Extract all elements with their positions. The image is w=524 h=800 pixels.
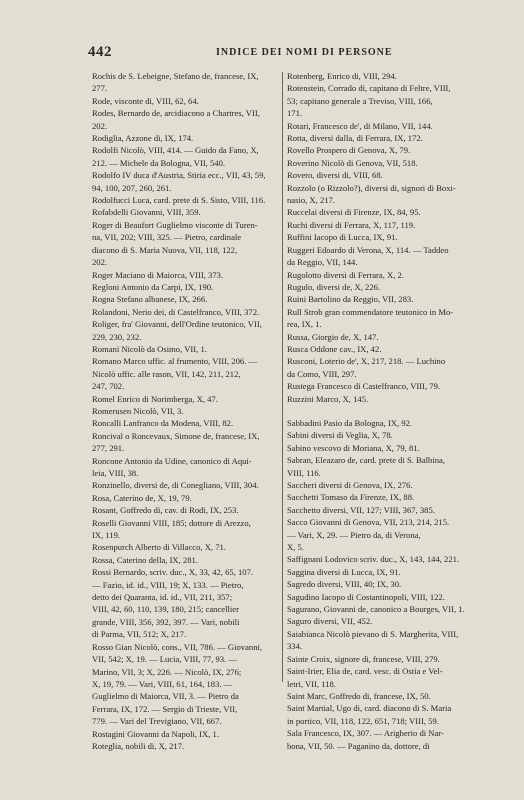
index-entry-line: Rode, visconte di, VIII, 62, 64.: [92, 95, 199, 106]
index-entry: [287, 615, 476, 627]
index-entry-line: diacono di S. Maria Nuova, VII, 118, 122,: [92, 244, 238, 255]
index-entry-line: 202.: [92, 120, 108, 131]
index-entry: [92, 728, 278, 740]
index-entry-line: Marino, VII, 3; X, 226. — Nicolò, IX, 276;: [92, 666, 242, 677]
index-entry: [287, 603, 476, 615]
index-entry: [287, 380, 476, 392]
index-entry-line: Sagurano, Giovanni de, canonico a Bourges, VII, 1.: [287, 604, 465, 615]
index-entry: [92, 355, 278, 392]
index-entry: [287, 690, 476, 702]
index-entry-line: Saint-Irier, Elia de, card. vesc. di Ostia e Vel-: [287, 666, 443, 677]
index-column-right: [287, 70, 476, 752]
index-entry: [287, 702, 476, 727]
index-entry-line: Rustega Francesco di Castelfranco, VIII, 79.: [287, 381, 441, 392]
index-entry-line: Rosso Gian Nicolò, cons., VII, 786. — Giovanni,: [92, 641, 263, 652]
index-entry-line: Rossa, Caterino della, IX, 281.: [92, 554, 198, 565]
index-entry-line: IX, 119.: [92, 530, 121, 541]
index-entry-line: Roverino Nicolò di Genova, VII, 518.: [287, 157, 418, 168]
index-entry: [287, 454, 476, 479]
index-entry: [287, 417, 476, 429]
index-entry-line: Ruffini Iacopo di Lucca, IX, 91.: [287, 232, 398, 243]
index-entry-line: Ferrara, IX, 172. — Sergio di Trieste, VII,: [92, 703, 238, 714]
index-entry: [92, 405, 278, 417]
index-entry-line: Sagudino Iacopo di Costantinopoli, VIII, 122.: [287, 591, 445, 602]
index-entry: [287, 331, 476, 343]
column-divider: [282, 72, 283, 682]
index-entry-line: in portico, VII, 118, 122, 651, 718; VIII, 59.: [287, 715, 439, 726]
index-entry-line: Sacco Giovanni di Genova, VII, 213, 214, 215.: [287, 517, 450, 528]
index-entry: [92, 269, 278, 281]
index-entry: [287, 355, 476, 380]
index-entry: [287, 442, 476, 454]
index-entry-line: Rodolfi Nicolò, VIII, 414. — Guido da Fano, X,: [92, 145, 259, 156]
index-entry: [92, 430, 278, 455]
index-entry-line: Saccheri diversi di Genova, IX, 276.: [287, 480, 413, 490]
index-entry-line: Regloni Antonio da Carpi, IX, 190.: [92, 281, 214, 292]
index-entry-line: Sabbadini Pasio da Bologna, IX, 92.: [287, 417, 413, 428]
index-entry-line: VIII, 116.: [287, 467, 321, 478]
index-entry-line: Rolandoni, Nerio dei, di Castelfranco, VIII, 372.: [92, 306, 260, 317]
index-entry-line: Rodes, Bernardo de, arcidiacono a Chartres, VII,: [92, 108, 260, 119]
index-entry: [287, 491, 476, 503]
index-entry-line: Rochis de S. Lebeigne, Stefano de, francese, IX,: [92, 71, 259, 81]
index-entry-line: 94, 100, 207, 260, 261.: [92, 182, 172, 193]
index-entry: [92, 541, 278, 553]
index-entry-line: Sagredo diversi, VIII, 40; IX, 30.: [287, 579, 402, 590]
index-entry: [92, 455, 278, 480]
index-entry-line: Rostagini Giovanni da Napoli, IX, 1.: [92, 728, 219, 739]
index-entry-line: Sainte Croix, signore di, francese, VIII, 279.: [287, 653, 440, 664]
index-entry: [287, 628, 476, 653]
index-entry: [287, 504, 476, 516]
index-entry-line: Saint Marc, Goffredo di, francese, IX, 50.: [287, 690, 431, 701]
index-entry: [92, 504, 278, 516]
index-entry-line: 277, 291.: [92, 443, 125, 454]
index-entry: [92, 641, 278, 728]
index-entry-line: 229, 230, 232.: [92, 331, 142, 342]
index-entry: [287, 653, 476, 665]
index-entry-line: Rovello Prospero di Genova, X, 79.: [287, 145, 411, 156]
index-entry: [287, 343, 476, 355]
index-entry: [287, 120, 476, 132]
index-entry: [92, 306, 278, 318]
index-entry-line: nasio, X, 217.: [287, 195, 335, 206]
index-entry-line: Saguro diversi, VII, 452.: [287, 616, 373, 627]
index-entry-line: Rosa, Caterino de, X, 19, 79.: [92, 492, 192, 503]
index-entry-line: letri, VII, 118.: [287, 678, 336, 689]
index-entry-line: Rusca Oddone cav., IX, 42.: [287, 343, 382, 354]
index-entry: [92, 417, 278, 429]
index-entry: [92, 554, 278, 566]
index-entry-line: Roselli Giovanni VIII, 185; dottore di Arezzo,: [92, 517, 251, 528]
index-entry: [287, 479, 476, 491]
index-entry-line: 53; capitano generale a Treviso, VIII, 166,: [287, 95, 433, 106]
index-entry: [287, 132, 476, 144]
index-entry-line: Rossi Bernardo, scriv. duc., X, 33, 42, 65, 107.: [92, 567, 254, 578]
index-entry-line: Rodiglia, Azzone di, IX, 174.: [92, 133, 194, 144]
index-entry-line: 277.: [92, 83, 108, 94]
index-entry-line: Sabino vescovo di Moriana, X, 79, 81.: [287, 442, 420, 453]
index-entry-line: — Vari, X, 29. — Pietro da, di Verona,: [287, 529, 421, 540]
index-entry-line: Sabini diversi di Veglia, X, 78.: [287, 430, 393, 441]
index-entry-line: Saint Martial, Ugo di, card. diacono di S. Maria: [287, 703, 452, 714]
index-entry-line: Roger di Beaufort Guglielmo visconte di Turen-: [92, 219, 258, 230]
index-column-left: [92, 70, 278, 752]
index-entry-line: Romani Nicolò da Osimo, VII, 1.: [92, 343, 207, 354]
index-entry-line: Ruzzini Marco, X, 145.: [287, 393, 369, 404]
index-entry-line: Roger Maciano di Maiorca, VIII, 373.: [92, 269, 224, 280]
index-entry: [287, 169, 476, 181]
index-entry-line: Rodolfo IV duca d'Austria, Stiria ecc., VII, 43, 59,: [92, 170, 266, 181]
index-entry-line: Ruini Bartolino da Reggio, VII, 283.: [287, 294, 414, 305]
index-entry-line: Ronzinello, diversi de, di Conegliano, VIII, 304.: [92, 480, 259, 491]
index-entry-line: leia, VIII, 38.: [92, 468, 139, 478]
index-entry: [287, 578, 476, 590]
index-entry-line: da Reggio, VII, 144.: [287, 257, 358, 268]
index-entry-line: 334.: [287, 641, 303, 652]
index-entry-line: Rugolotto diversi di Ferrara, X, 2.: [287, 269, 404, 280]
index-entry-line: Roliger, fra' Giovanni, dell'Ordine teutonico, VII,: [92, 319, 262, 330]
index-entry-line: 202.: [92, 257, 108, 268]
index-entry: [287, 244, 476, 269]
index-entry-line: Saggina diversi di Lucca, IX, 91.: [287, 566, 401, 577]
index-entry-line: Romerusen Nicolò, VII, 3.: [92, 405, 184, 416]
index-entry: [287, 182, 476, 207]
index-entry: [287, 219, 476, 231]
index-entry: [92, 194, 278, 206]
index-entry: [287, 393, 476, 405]
index-entry: [92, 566, 278, 640]
index-entry: [92, 219, 278, 269]
index-entry-line: bona, VII, 50. — Paganino da, dottore, di: [287, 740, 430, 751]
index-entry-line: detto dei Quaranta, id. id., VII, 211, 357;: [92, 592, 233, 603]
index-entry-line: Ruchi diversi di Ferrara, X, 117, 119.: [287, 219, 416, 230]
index-entry: [287, 429, 476, 441]
index-entry: [92, 206, 278, 218]
index-entry-line: 212. — Michele da Bologna, VII, 540.: [92, 157, 226, 168]
index-entry-line: grande, VIII, 356, 392, 397. — Vari, nobili: [92, 616, 240, 627]
index-entry-line: X, 19, 79. — Vari, VIII, 61, 164, 183. —: [92, 678, 233, 689]
index-entry: [92, 479, 278, 491]
index-entry-line: Roncival o Roncevaux, Simone de, francese, IX,: [92, 430, 260, 441]
index-entry: [287, 144, 476, 156]
index-entry: [92, 740, 278, 752]
index-entry: [287, 591, 476, 603]
index-entry: [287, 281, 476, 293]
index-entry-line: Ruccelai diversi di Firenze, IX, 84, 95.: [287, 207, 421, 218]
index-entry-line: — Fazio, id. id., VIII, 19; X, 133. — Pietro,: [92, 579, 244, 590]
index-entry-line: 247, 702.: [92, 381, 125, 392]
index-entry-line: Sacchetto diversi, VII, 127; VIII, 367, 385.: [287, 504, 435, 515]
index-entry: [287, 727, 476, 752]
index-entry: [92, 169, 278, 194]
index-entry: [92, 293, 278, 305]
index-entry: [287, 269, 476, 281]
index-entry-line: Roncalli Lanfranco da Modena, VIII, 82.: [92, 418, 234, 429]
index-entry: [287, 82, 476, 119]
index-entry: [287, 206, 476, 218]
index-entry-line: rea, IX, 1.: [287, 319, 322, 330]
index-entry: [287, 157, 476, 169]
index-entry: [92, 517, 278, 542]
index-entry: [287, 306, 476, 331]
index-entry: [287, 231, 476, 243]
index-entry: [92, 107, 278, 132]
index-entry-line: Rotari, Francesco de', di Milano, VII, 144.: [287, 120, 433, 131]
index-entry-line: Rogna Stefano albanese, IX, 266.: [92, 294, 208, 305]
index-entry-line: 171.: [287, 108, 303, 119]
index-entry-line: Rotenberg, Enrico di, VIII, 294.: [287, 71, 397, 81]
index-entry-line: Rugulo, diversi de, X, 226.: [287, 281, 381, 292]
index-entry-line: di Parma, VII, 512; X, 217.: [92, 629, 187, 640]
index-entry: [92, 144, 278, 169]
index-entry-line: Roteglia, nobili di, X, 217.: [92, 740, 185, 751]
index-entry-line: Romano Marco uffic. al frumento, VIII, 206. —: [92, 356, 258, 367]
index-entry-line: da Como, VIII, 297.: [287, 368, 357, 379]
index-entry-line: Rodolfucci Luca, card. prete di S. Sisto, VIII, 116.: [92, 195, 266, 206]
index-entry-line: Rosenpurch Alberto di Villacco, X, 71.: [92, 542, 226, 553]
index-entry: [92, 95, 278, 107]
index-entry: [92, 343, 278, 355]
index-entry-line: Saiabianca Nicolò pievano di S. Margherita, VIII,: [287, 628, 459, 639]
index-entry-line: Sabran, Eleazaro de, card. prete di S. Balbina,: [287, 455, 445, 466]
index-entry-line: Guglielmo di Maiorca, VII, 3. — Pietro da: [92, 691, 239, 702]
index-entry-line: Rusconi, Loterio de', X, 217, 218. — Luchino: [287, 356, 446, 367]
index-entry-line: Saffignani Lodovico scriv. duc., X, 143, 144, 221.: [287, 554, 460, 565]
index-entry-line: 779. — Vari del Trevigiano, VII, 667.: [92, 716, 222, 727]
index-entry-line: Sala Francesco, IX, 307. — Arigherio di Nar-: [287, 728, 444, 739]
index-entry: [287, 70, 476, 82]
index-entry: [287, 665, 476, 690]
index-entry-line: VII, 542; X, 19. — Lucia, VIII, 77, 93. —: [92, 654, 237, 665]
index-entry: [92, 132, 278, 144]
index-entry-line: Romel Enrico di Norimberga, X, 47.: [92, 393, 218, 404]
page-number: 442: [88, 44, 112, 60]
index-entry-line: Rull Strob gran commendatore teutonico in Mo-: [287, 306, 454, 317]
index-entry: [287, 516, 476, 553]
index-entry-line: Rofabdelli Giovanni, VIII, 359.: [92, 207, 201, 218]
index-entry-line: Rosant, Goffredo di, cav. di Rodi, IX, 253.: [92, 505, 239, 516]
index-entry-line: Ruggeri Edoardo di Verona, X, 114. — Taddeo: [287, 244, 449, 255]
index-entry-line: VIII, 42, 60, 110, 139, 180, 215; cancellier: [92, 604, 239, 615]
index-entry: [287, 405, 476, 417]
index-entry-line: Roncone Antonio da Udine, canonico di Aqui-: [92, 455, 252, 466]
index-entry: [92, 492, 278, 504]
page-header: [88, 44, 488, 62]
index-entry-line: Rotta, diversi dalla, di Ferrara, IX, 172.: [287, 133, 423, 144]
running-title: INDICE DEI NOMI DI PERSONE: [216, 47, 393, 58]
index-entry-line: Russa, Giorgio de, X, 147.: [287, 331, 379, 342]
index-entry-line: na, VII, 202; VIII, 325. — Pietro, cardinale: [92, 232, 242, 243]
index-entry: [92, 281, 278, 293]
index-entry: [287, 293, 476, 305]
index-entry: [287, 553, 476, 565]
index-entry-line: Rozzolo (o Rizzolo?), diversi di, signori di Boxi-: [287, 182, 456, 193]
index-entry-line: X, 5.: [287, 542, 304, 553]
index-entry: [92, 318, 278, 343]
index-entry: [92, 70, 278, 95]
index-entry-line: Rotenstein, Corrado di, capitano di Feltre, VIII,: [287, 83, 451, 94]
index-entry-line: Sacchetti Tomaso da Firenze, IX, 88.: [287, 492, 415, 503]
index-entry: [287, 566, 476, 578]
index-entry-line: Rovero, diversi di, VIII, 68.: [287, 170, 383, 181]
index-entry-line: Nicolò uffic. alle rason, VII, 142, 211, 212,: [92, 368, 241, 379]
index-entry: [92, 393, 278, 405]
